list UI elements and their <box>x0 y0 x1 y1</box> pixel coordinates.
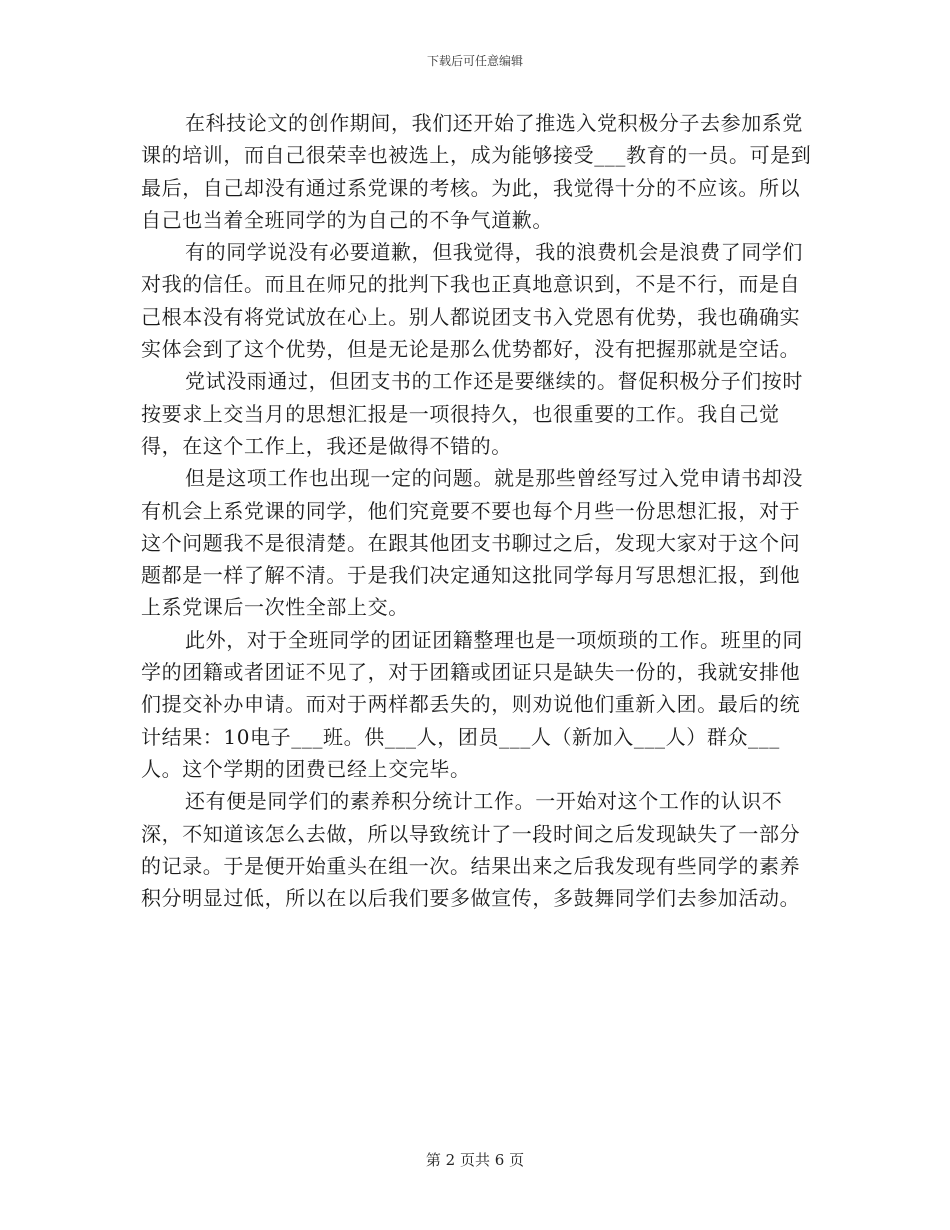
body-text <box>141 107 813 914</box>
paragraph: 在科技论文的创作期间，我们还开始了推选入党积极分子去参加系党课的培训，而自己很荣幸也被选上，成为能够接受___教育的一员。可是到最后，自己却没有通过系党课的考核。为此，我觉得十分的不应该。所以自己也当着全班同学的为自己的不争气道歉。 <box>141 111 812 232</box>
paragraph: 但是这项工作也出现一定的问题。就是那些曾经写过入党申请书却没有机会上系党课的同学，他们究竟要不要也每个月些一份思想汇报，对于这个问题我不是很清楚。在跟其他团支书聊过之后，发现大家对于这个问题都是一样了解不清。于是我们决定通知这批同学每月写思想汇报，到他上系党课后一次性全部上交。 <box>141 466 803 620</box>
paragraph: 还有便是同学们的素养积分统计工作。一开始对这个工作的认识不深，不知道该怎么去做，所以导致统计了一段时间之后发现缺失了一部分的记录。于是便开始重头在组一次。结果出来之后我发现有些同学的素养积分明显过低，所以在以后我们要多做宣传，多鼓舞同学们去参加活动。 <box>141 789 801 911</box>
paragraph: 有的同学说没有必要道歉，但我觉得，我的浪费机会是浪费了同学们对我的信任。而且在师兄的批判下我也正真地意识到，不是不行，而是自己根本没有将党试放在心上。别人都说团支书入党恩有优势，我也确确实实体会到了这个优势，但是无论是那么优势都好，没有把握那就是空话。 <box>141 240 803 362</box>
paragraph: 此外，对于全班同学的团证团籍整理也是一项烦琐的工作。班里的同学的团籍或者团证不见了，对于团籍或团证只是缺失一份的，我就安排他们提交补办申请。而对于两样都丢失的，则劝说他们重新入团。最后的统计结果：10电子___班。供___人，团员___人（新加入___人）群众___人。这个学期的团费已经上交完毕。 <box>141 627 803 781</box>
page-header: 下载后可任意编辑 <box>426 54 523 68</box>
paragraph: 党试没雨通过，但团支书的工作还是要继续的。督促积极分子们按时按要求上交当月的思想汇报是一项很持久，也很重要的工作。我自己觉得，在这个工作上，我还是做得不错的。 <box>141 369 803 458</box>
page-footer: 第 2 页共 6 页 <box>425 1151 525 1169</box>
